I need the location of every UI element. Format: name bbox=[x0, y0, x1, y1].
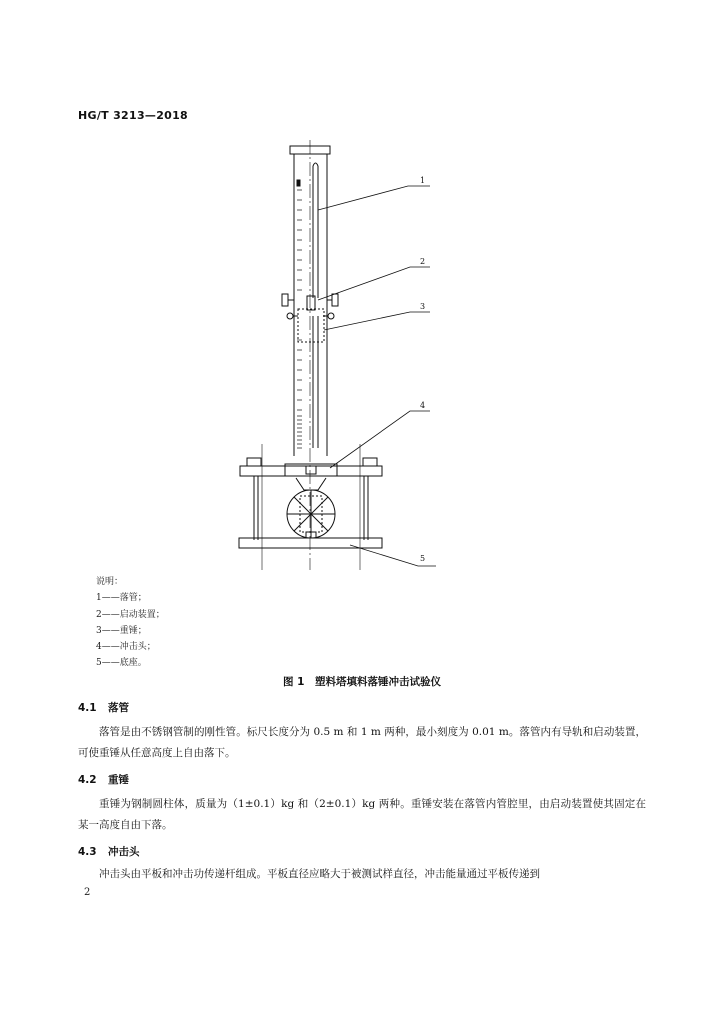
callout-4: 4 bbox=[420, 401, 426, 410]
section-number: 4.3 bbox=[78, 846, 97, 858]
page-number: 2 bbox=[84, 887, 91, 898]
standard-code: HG/T 3213—2018 bbox=[78, 109, 189, 122]
callout-3: 3 bbox=[420, 302, 426, 311]
callout-1: 1 bbox=[420, 176, 426, 185]
figure-legend bbox=[96, 574, 165, 672]
legend-item: 2——启动装置； bbox=[96, 609, 165, 620]
legend-item: 5——底座。 bbox=[96, 658, 147, 669]
section-heading-4-3 bbox=[78, 844, 140, 859]
section-body-4-1: 落管是由不锈钢管制的刚性管。标尺长度分为 0.5 m 和 1 m 两种，最小刻度为 0.01 m。落管内有导轨和启动装置，可使重锤从任意高度上自由落下。 bbox=[78, 726, 646, 759]
callout-5: 5 bbox=[420, 554, 426, 563]
legend-item: 4——冲击头； bbox=[96, 642, 156, 653]
section-title: 落管 bbox=[108, 702, 129, 714]
section-heading-4-1 bbox=[78, 700, 129, 715]
impact-head bbox=[287, 478, 335, 538]
section-number: 4.2 bbox=[78, 774, 97, 786]
section-body-4-3: 冲击头由平板和冲击功传递杆组成。平板直径应略大于被测试样直径，冲击能量通过平板传递到 bbox=[99, 868, 540, 880]
figure-caption: 图 1 塑料塔填料落锤冲击试验仪 bbox=[283, 676, 441, 688]
legend-item: 1——落管； bbox=[96, 593, 147, 604]
legend-item: 3——重锤； bbox=[96, 625, 147, 636]
section-heading-4-2 bbox=[78, 772, 129, 787]
section-number: 4.1 bbox=[78, 702, 97, 714]
callout-2: 2 bbox=[420, 257, 426, 266]
section-body-4-2: 重锤为钢制圆柱体，质量为（1±0.1）kg 和（2±0.1）kg 两种。重锤安装在落管内管腔里，由启动装置使其固定在某一高度自由下落。 bbox=[78, 798, 646, 831]
section-title: 重锤 bbox=[108, 774, 129, 786]
leader-lines bbox=[318, 186, 436, 566]
legend-title: 说明： bbox=[96, 577, 124, 587]
section-title: 冲击头 bbox=[108, 846, 140, 858]
